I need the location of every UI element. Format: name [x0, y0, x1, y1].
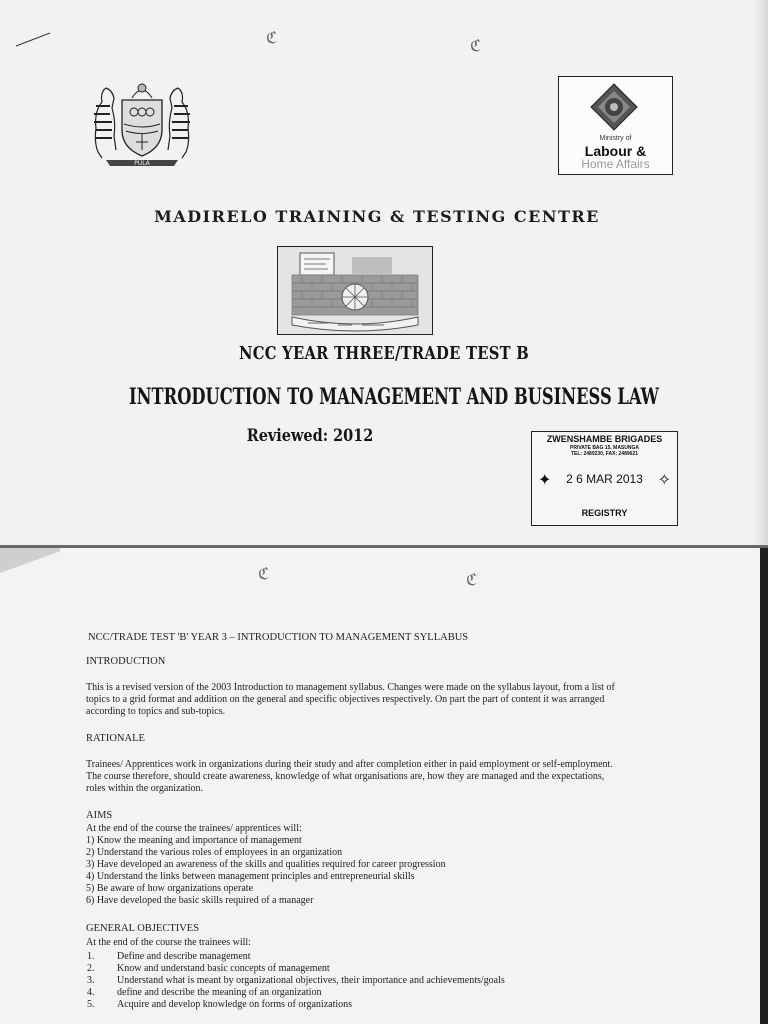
objectives-intro: At the end of the course the trainees will: [86, 937, 251, 948]
stamp-org: ZWENSHAMBE BRIGADES [546, 434, 663, 444]
aim-item: 4) Understand the links between management principles and entrepreneurial skills [86, 871, 415, 882]
ministry-emblem-icon [590, 83, 638, 131]
page-edge [760, 548, 768, 1024]
objectives-list [87, 951, 505, 1011]
aim-item: 3) Have developed an awareness of the skills and qualities required for career progression [86, 859, 446, 870]
objective-item: 2. Know and understand basic concepts of management [87, 963, 330, 974]
rationale-line: roles within the organization. [86, 783, 204, 794]
ministry-logo-box [558, 76, 673, 175]
centre-title: MADIRELO TRAINING & TESTING CENTRE [154, 207, 600, 226]
motto-text: PULA [134, 160, 150, 167]
introduction-paragraph [86, 682, 615, 718]
objective-item: 3. Understand what is meant by organizational objectives, their importance and achievements/goals [87, 975, 505, 986]
pen-mark [14, 30, 54, 50]
reviewed-year: Reviewed: 2012 [246, 426, 374, 446]
rationale-line: The course therefore, should create awareness, knowledge of what organisations are, how they are managed and the expectations, [86, 771, 605, 782]
punch-hole-icon: ℭ [258, 564, 270, 583]
registry-stamp [531, 431, 678, 526]
rationale-paragraph [86, 759, 613, 795]
introduction-line: This is a revised version of the 2003 Introduction to management syllabus. Changes were made on the syllabus layout, from a list of [86, 682, 615, 693]
rationale-heading: RATIONALE [86, 733, 145, 744]
aim-item: 6) Have developed the basic skills required of a manager [86, 895, 314, 906]
objective-item: 4. define and describe the meaning of an organization [87, 987, 322, 998]
aims-list [86, 823, 446, 907]
page-fold [0, 548, 60, 588]
syllabus-title: NCC/TRADE TEST 'B' YEAR 3 – INTRODUCTION TO MANAGEMENT SYLLABUS [88, 632, 469, 643]
introduction-line: according to topics and sub-topics. [86, 706, 226, 717]
stamp-star-icon: ✦ [538, 472, 552, 489]
ministry-small-label: Ministry of [599, 135, 632, 142]
objectives-heading: GENERAL OBJECTIVES [86, 923, 200, 934]
heading-ncc-year: NCC YEAR THREE/TRADE TEST B [239, 343, 529, 364]
stamp-date: 2 6 MAR 2013 [566, 472, 643, 486]
punch-hole-icon: ℭ [266, 28, 278, 47]
objective-item: 1. Define and describe management [87, 951, 251, 962]
introduction-heading: INTRODUCTION [86, 656, 166, 667]
introduction-line: topics to a grid format and addition on the general and specific objectives respectively. On part the part of content it was arranged [86, 694, 605, 705]
objective-item: 5. Acquire and develop knowledge on forms of organizations [87, 999, 353, 1010]
aim-item: 5) Be aware of how organizations operate [86, 883, 253, 894]
coat-of-arms-logo [86, 76, 198, 174]
stamp-address: PRIVATE BAG 15, MASUNGA [570, 445, 639, 451]
punch-hole-icon: ℭ [466, 570, 478, 589]
stamp-registry: REGISTRY [581, 508, 628, 518]
ministry-name-line2: Home Affairs [581, 157, 650, 171]
punch-hole-icon: ℭ [470, 36, 482, 55]
aim-item: 1) Know the meaning and importance of management [86, 835, 302, 846]
training-centre-logo [277, 246, 433, 335]
aim-item: 2) Understand the various roles of employees in an organization [86, 847, 343, 858]
rationale-line: Trainees/ Apprentices work in organizations during their study and after completion either in paid employment or self-employment. [86, 759, 613, 770]
stamp-star-icon: ✧ [657, 472, 671, 489]
aims-heading: AIMS [86, 810, 113, 821]
stamp-tel: TEL: 2489230, FAX: 2489621 [571, 451, 638, 457]
heading-course-title: INTRODUCTION TO MANAGEMENT AND BUSINESS LAW [129, 384, 659, 410]
ministry-name-line1: Labour & [584, 143, 647, 159]
aims-intro: At the end of the course the trainees/ apprentices will: [86, 823, 302, 834]
